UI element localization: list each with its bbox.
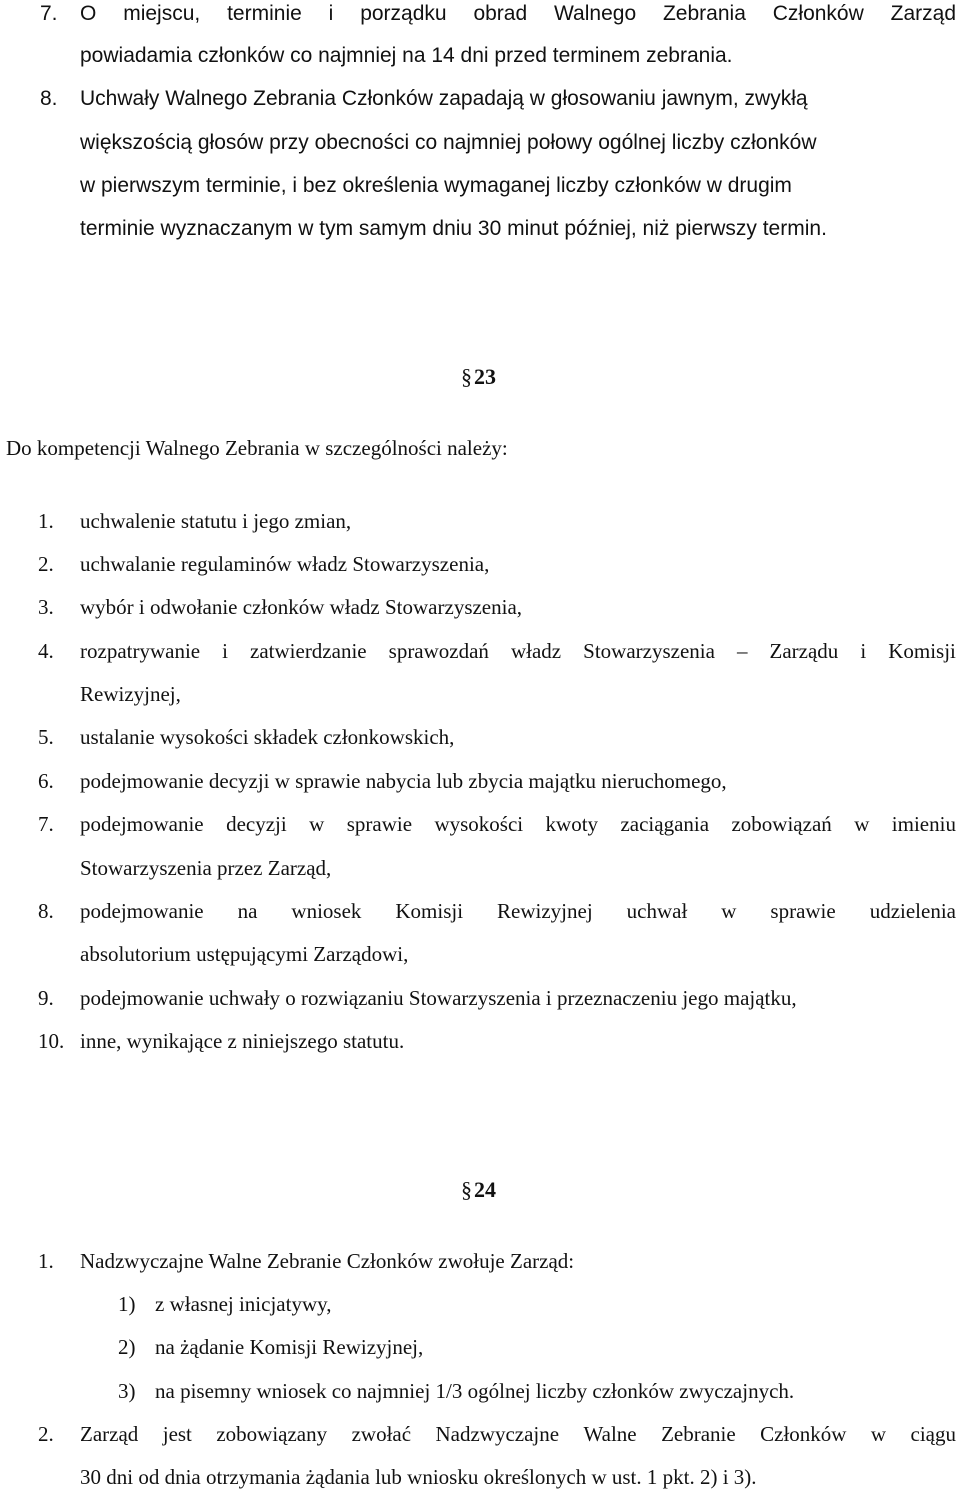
- word: i: [328, 2, 334, 25]
- section-heading: [461, 364, 496, 390]
- word: podejmowanie: [80, 812, 204, 836]
- item-number: 7.: [40, 2, 58, 25]
- word: decyzji: [226, 812, 287, 836]
- word: O: [80, 2, 97, 25]
- item-number: 6.: [38, 769, 54, 793]
- word: Zebranie: [661, 1422, 736, 1446]
- item-number: 3.: [38, 595, 54, 619]
- justified-line: [80, 2, 956, 26]
- word: Walne: [583, 1422, 637, 1446]
- item-number: 4.: [38, 639, 54, 663]
- item-number: 7.: [38, 812, 54, 836]
- word: rozpatrywanie: [80, 639, 201, 663]
- word: zobowiązany: [216, 1422, 328, 1446]
- word: Zarząd: [80, 1422, 139, 1446]
- word: wniosek: [291, 899, 362, 923]
- paragraph-line: powiadamia członków co najmniej na 14 dni przed terminem zebrania.: [80, 44, 733, 67]
- item-number: 1.: [38, 1249, 54, 1273]
- word: Stowarzyszenia: [583, 639, 715, 663]
- word: ciągu: [910, 1422, 956, 1446]
- sub-list-item: na pisemny wniosek co najmniej 1/3 ogólnej liczby członków zwyczajnych.: [155, 1379, 795, 1403]
- item-number: 5.: [38, 725, 54, 749]
- word: terminie: [227, 2, 302, 25]
- list-item-continuation: 30 dni od dnia otrzymania żądania lub wniosku określonych w ust. 1 pkt. 2) i 3).: [80, 1465, 757, 1489]
- subitem-number: 3): [118, 1379, 136, 1403]
- word: Zarząd: [890, 2, 956, 25]
- item-number: 8.: [38, 899, 54, 923]
- word: Członków: [760, 1422, 847, 1446]
- section-heading: [461, 1177, 496, 1203]
- item-number: 8.: [40, 87, 58, 110]
- item-number: 9.: [38, 986, 54, 1010]
- item-number: 2.: [38, 552, 54, 576]
- list-item-continuation: absolutorium ustępującymi Zarządowi,: [80, 942, 409, 966]
- paragraph-line: większością głosów przy obecności co najmniej połowy ogólnej liczby członków: [80, 131, 817, 154]
- word: kwoty: [545, 812, 599, 836]
- list-item-continuation: Stowarzyszenia przez Zarząd,: [80, 856, 332, 880]
- list-item: uchwalanie regulaminów władz Stowarzyszenia,: [80, 552, 490, 576]
- list-item: podejmowanie uchwały o rozwiązaniu Stowarzyszenia i przeznaczeniu jego majątku,: [80, 986, 797, 1010]
- word: jest: [162, 1422, 192, 1446]
- word: Komisji: [395, 899, 464, 923]
- justified-line: [80, 1422, 956, 1446]
- section-number: 24: [474, 1177, 496, 1202]
- sub-list-item: z własnej inicjatywy,: [155, 1292, 332, 1316]
- word: i: [222, 639, 228, 663]
- word: zaciągania: [620, 812, 710, 836]
- list-item: ustalanie wysokości składek członkowskich,: [80, 725, 455, 749]
- section-mark: §: [461, 364, 472, 389]
- word: miejscu,: [123, 2, 201, 25]
- word: sprawozdań: [388, 639, 489, 663]
- word: Komisji: [888, 639, 956, 663]
- item-number: 1.: [38, 509, 54, 533]
- word: w: [854, 812, 870, 836]
- list-item: uchwalenie statutu i jego zmian,: [80, 509, 352, 533]
- word: władz: [510, 639, 562, 663]
- word: Rewizyjnej: [497, 899, 593, 923]
- word: obrad: [473, 2, 528, 25]
- item-number: 2.: [38, 1422, 54, 1446]
- word: w: [309, 812, 325, 836]
- justified-line: [80, 812, 956, 836]
- word: Walnego: [554, 2, 637, 25]
- paragraph-line: w pierwszym terminie, i bez określenia wymaganej liczby członków w drugim: [80, 174, 792, 197]
- subitem-number: 1): [118, 1292, 136, 1316]
- word: podejmowanie: [80, 899, 204, 923]
- word: i: [860, 639, 867, 663]
- list-item: inne, wynikające z niniejszego statutu.: [80, 1029, 405, 1053]
- word: zobowiązań: [731, 812, 832, 836]
- section-intro: Do kompetencji Walnego Zebrania w szczególności należy:: [6, 436, 508, 460]
- word: udzielenia: [869, 899, 956, 923]
- word: uchwał: [626, 899, 688, 923]
- word: w: [721, 899, 737, 923]
- word: Zebrania: [662, 2, 746, 25]
- justified-line: [80, 899, 956, 923]
- section-number: 23: [474, 364, 496, 389]
- word: Zarządu: [769, 639, 839, 663]
- subitem-number: 2): [118, 1335, 136, 1359]
- paragraph-line: terminie wyznaczanym w tym samym dniu 30 minut później, niż pierwszy termin.: [80, 217, 827, 240]
- word: w: [870, 1422, 887, 1446]
- word: Członków: [772, 2, 864, 25]
- word: wysokości: [434, 812, 524, 836]
- list-item: podejmowanie decyzji w sprawie nabycia lub zbycia majątku nieruchomego,: [80, 769, 727, 793]
- word: –: [736, 639, 748, 663]
- item-number: 10.: [38, 1029, 65, 1053]
- list-item: wybór i odwołanie członków władz Stowarzyszenia,: [80, 595, 523, 619]
- word: imieniu: [891, 812, 956, 836]
- word: sprawie: [346, 812, 413, 836]
- list-item-continuation: Rewizyjnej,: [80, 682, 181, 706]
- word: porządku: [360, 2, 447, 25]
- word: sprawie: [770, 899, 836, 923]
- word: zwołać: [351, 1422, 412, 1446]
- list-item: Nadzwyczajne Walne Zebranie Członków zwołuje Zarząd:: [80, 1249, 575, 1273]
- section-mark: §: [461, 1177, 472, 1202]
- word: zatwierdzanie: [250, 639, 367, 663]
- word: na: [237, 899, 258, 923]
- word: Nadzwyczajne: [435, 1422, 560, 1446]
- paragraph-line: Uchwały Walnego Zebrania Członków zapadają w głosowaniu jawnym, zwykłą: [80, 87, 808, 110]
- justified-line: [80, 639, 956, 663]
- sub-list-item: na żądanie Komisji Rewizyjnej,: [155, 1335, 424, 1359]
